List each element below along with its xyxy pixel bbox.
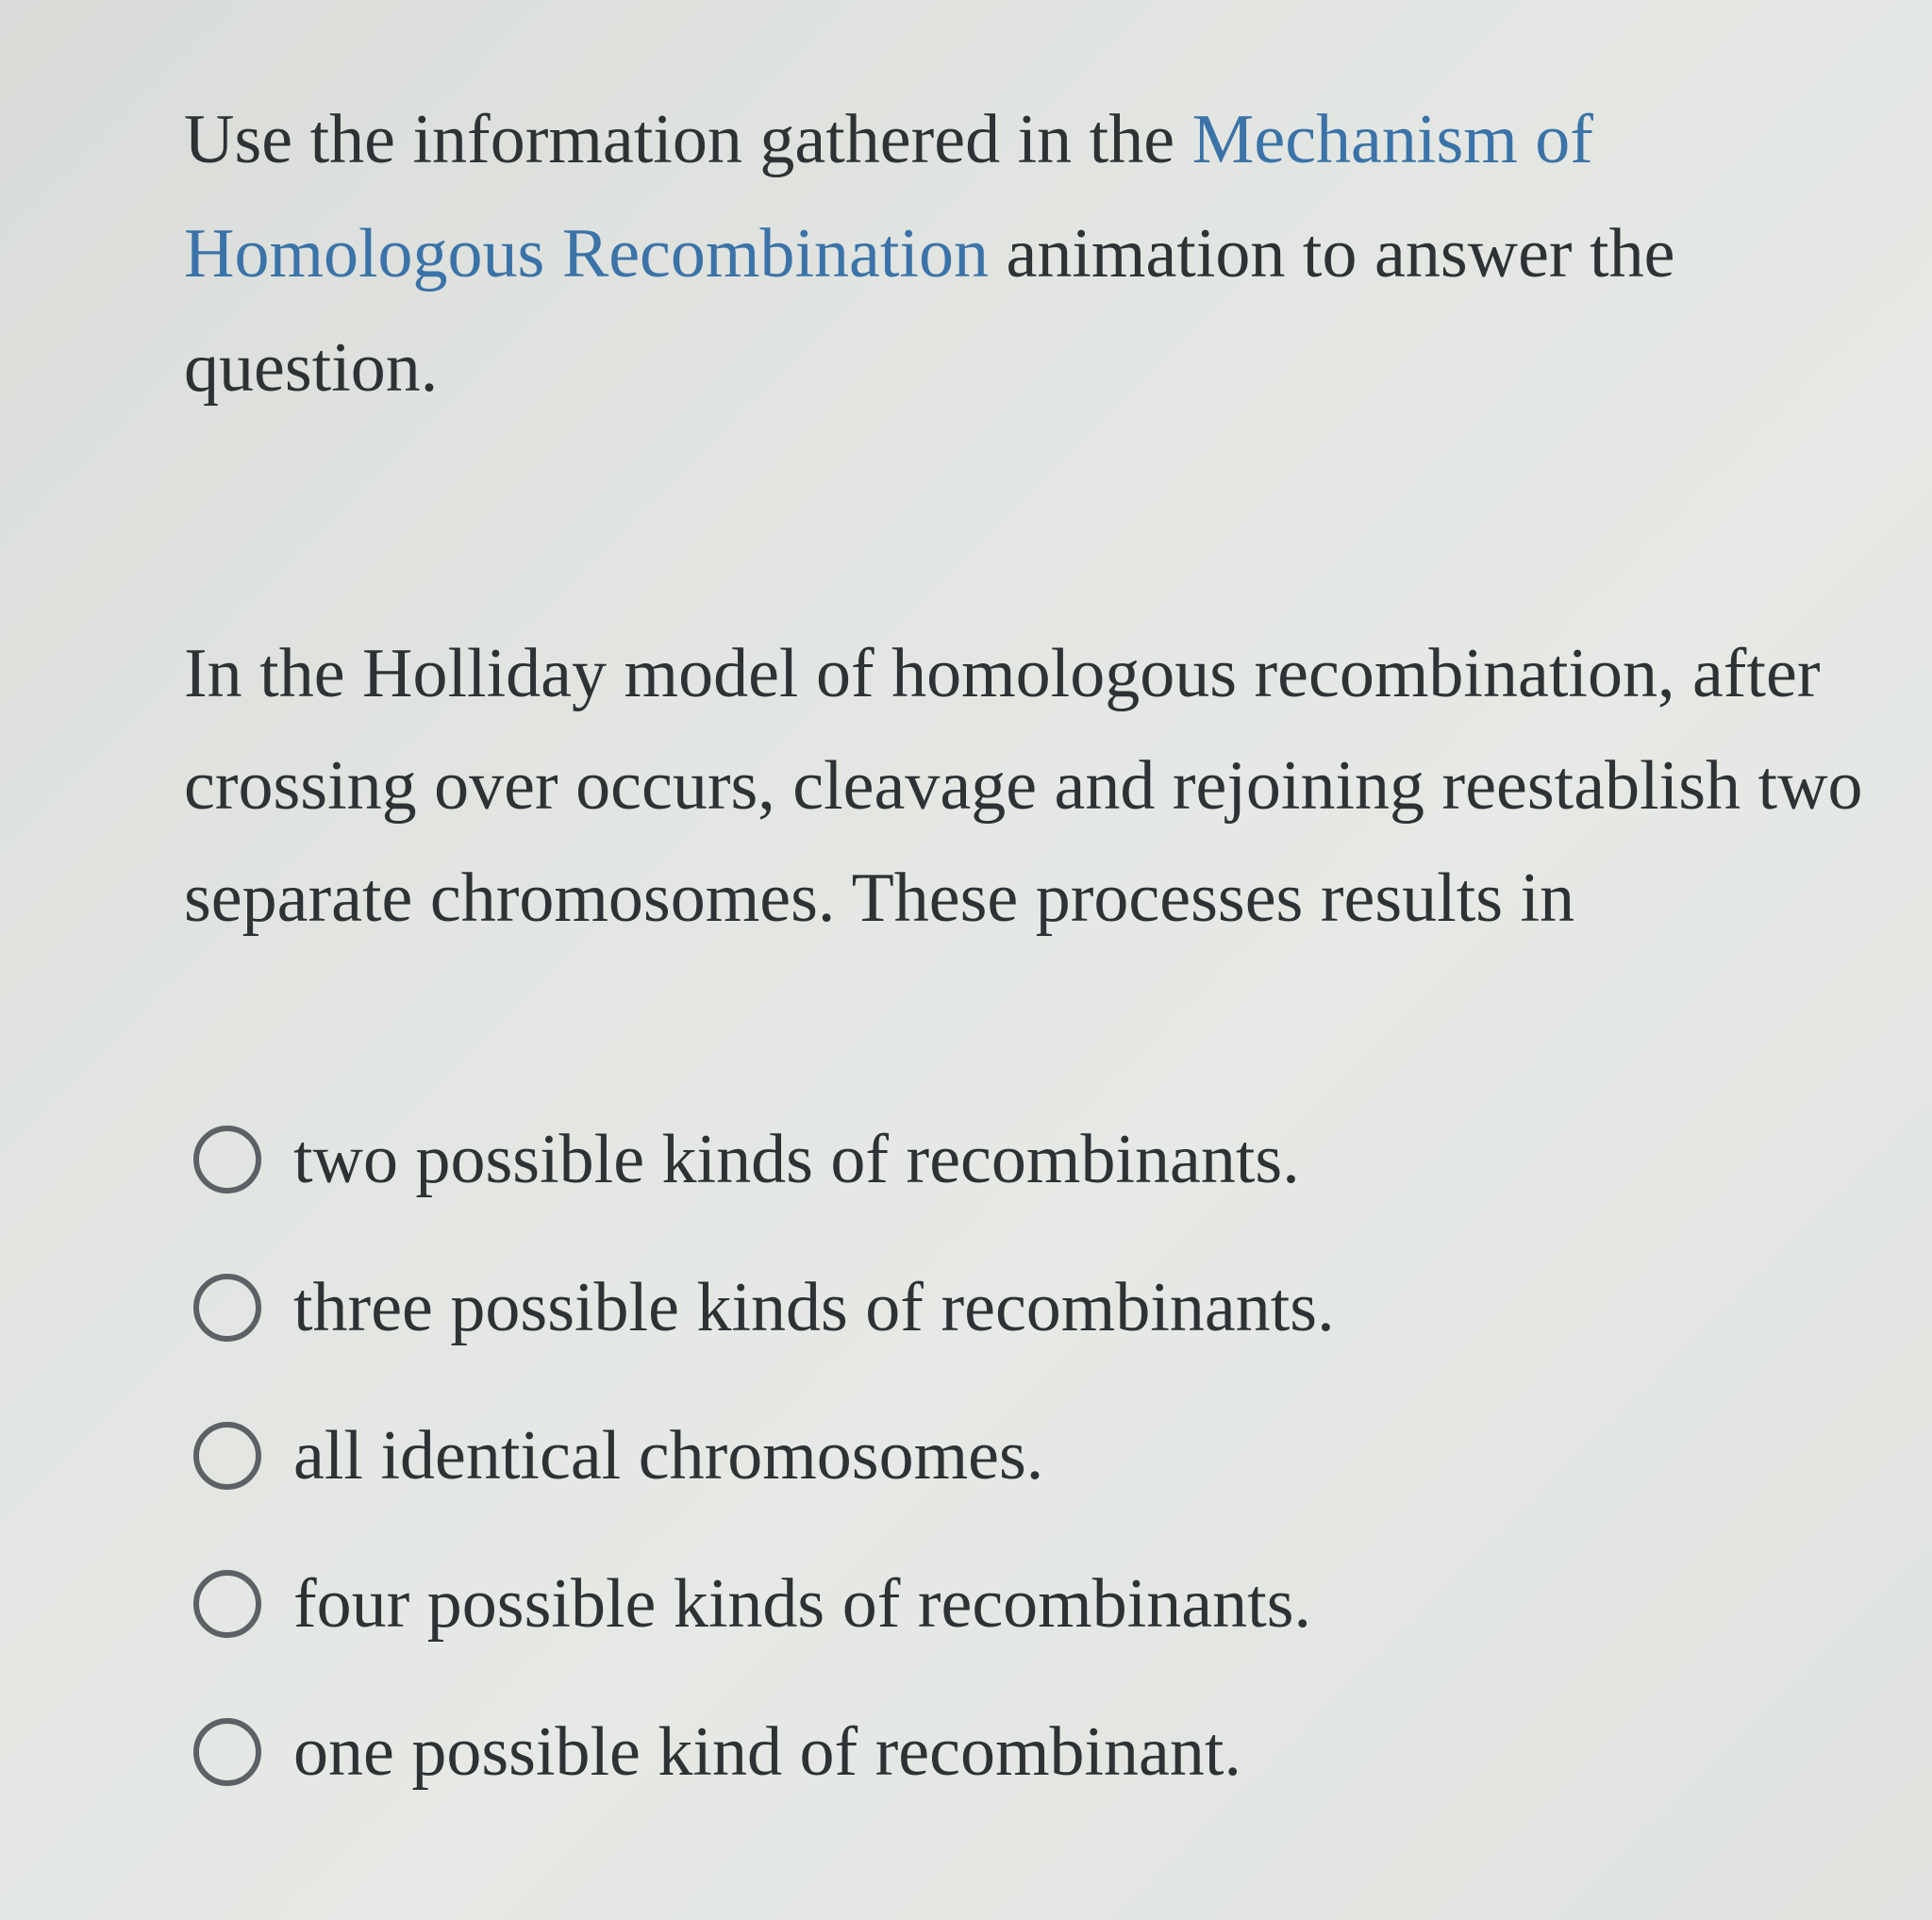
radio-button-icon[interactable] (193, 1274, 261, 1342)
answer-option-four-kinds[interactable] (193, 1529, 1797, 1678)
instructions-text (184, 83, 1807, 426)
radio-button-icon[interactable] (193, 1422, 261, 1490)
radio-button-icon[interactable] (193, 1570, 261, 1638)
instructions-prefix: Use the information gathered in the (184, 101, 1192, 178)
answer-option-all-identical[interactable] (193, 1381, 1797, 1529)
option-label: three possible kinds of recombinants. (293, 1268, 1335, 1346)
option-label: four possible kinds of recombinants. (293, 1564, 1311, 1643)
answer-option-three-kinds[interactable] (193, 1233, 1797, 1381)
option-label: two possible kinds of recombinants. (293, 1120, 1300, 1198)
answer-option-two-kinds[interactable] (193, 1085, 1797, 1233)
option-label: all identical chromosomes. (293, 1416, 1044, 1494)
radio-button-icon[interactable] (193, 1126, 261, 1194)
instructions-suffix: animation to answer the question. (184, 215, 1675, 407)
animation-link[interactable]: Mechanism of Homologous Recombination (184, 101, 1593, 292)
radio-button-icon[interactable] (193, 1718, 261, 1786)
answer-options (193, 1085, 1797, 1826)
answer-option-one-kind[interactable] (193, 1678, 1797, 1826)
question-stem: In the Holliday model of homologous recombination, after crossing over occurs, cleavage and rejoining reestablish two separate chromosomes. These processes results in (184, 635, 1863, 937)
option-label: one possible kind of recombinant. (293, 1712, 1241, 1791)
